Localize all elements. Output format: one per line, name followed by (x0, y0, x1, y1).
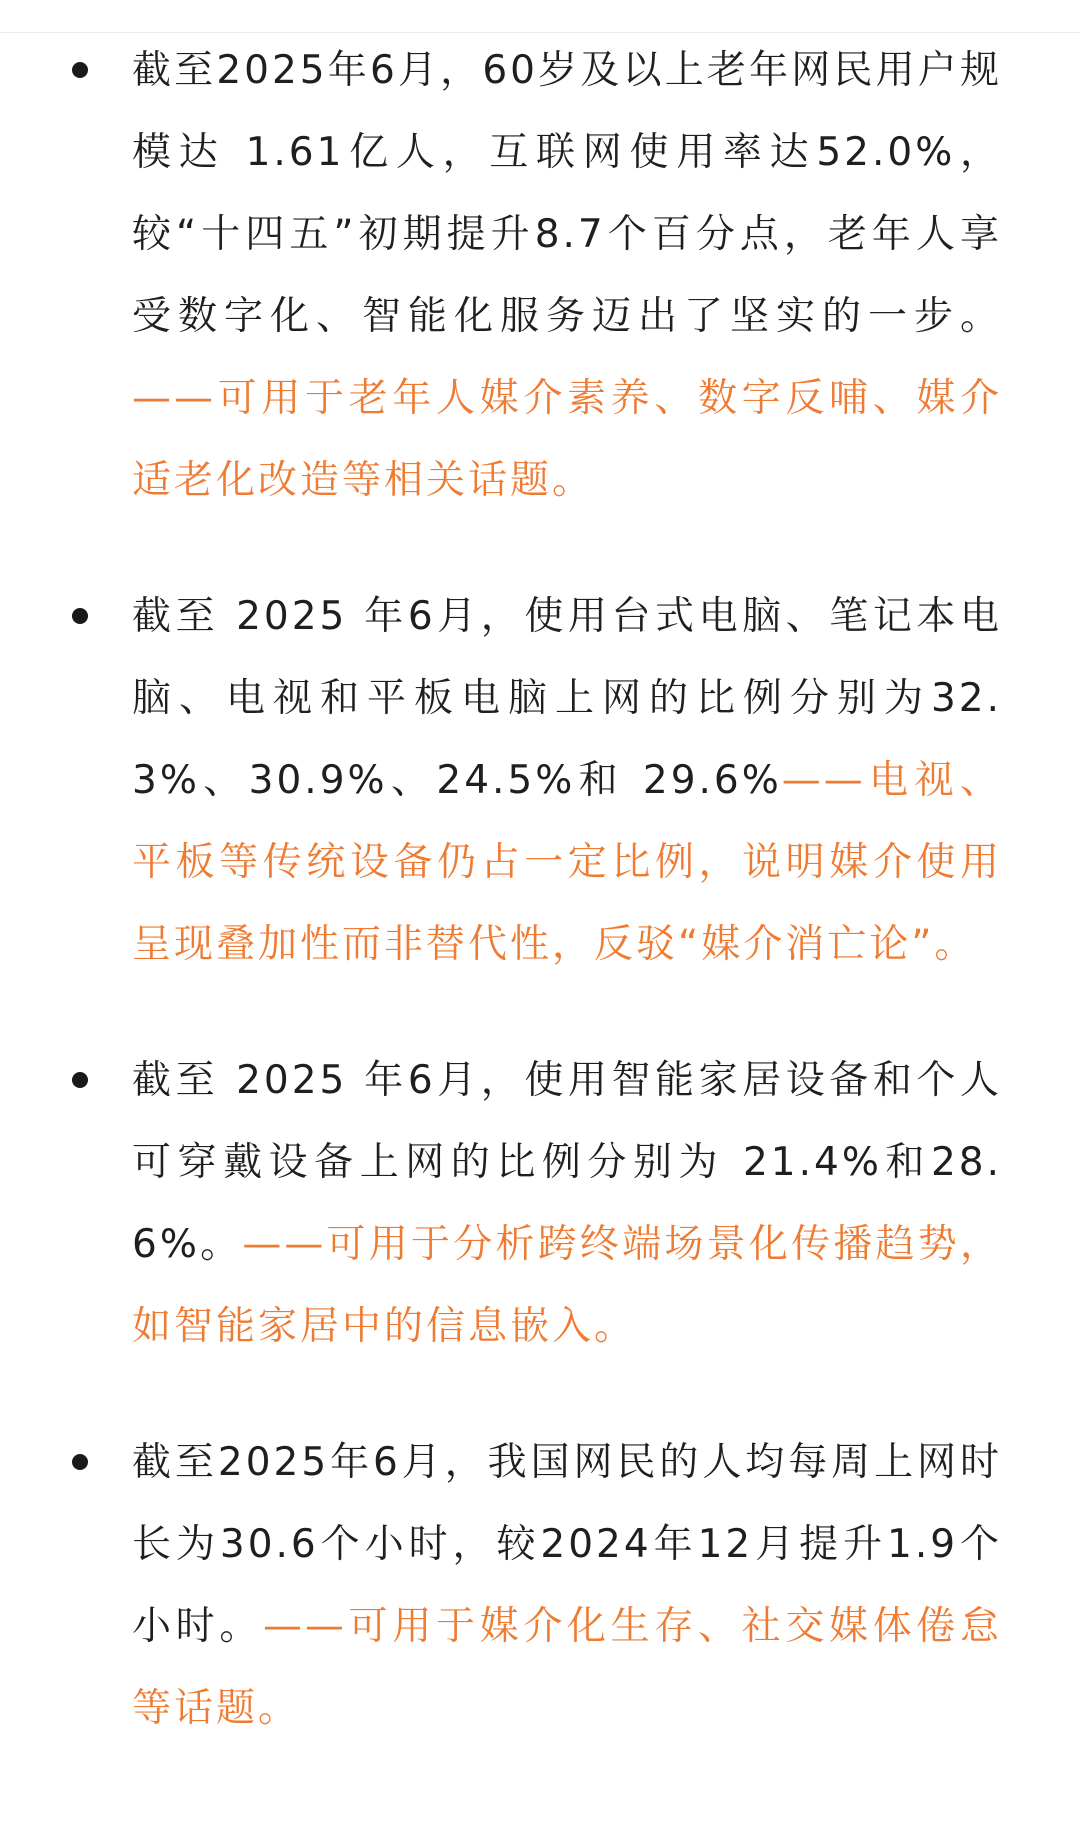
list-item-text (132, 576, 1002, 986)
bullet-dot (72, 1072, 88, 1088)
bullet-dot (72, 1454, 88, 1470)
list-item (0, 1040, 1080, 1368)
list-item (0, 576, 1080, 986)
highlight-note: ——可用于分析跨终端场景化传播趋势，如智能家居中的信息嵌入。 (132, 1222, 1002, 1349)
stat-text: 截至 2025 年6月，使用智能家居设备和个人可穿戴设备上网的比例分别为 21.4%和28.6%。 (132, 1058, 1002, 1267)
list-item-text (132, 30, 1002, 522)
stat-text: 截至2025年6月，60岁及以上老年网民用户规模达 1.61亿人，互联网使用率达52.0%，较“十四五”初期提升8.7个百分点，老年人享受数字化、智能化服务迈出了坚实的一步。 (132, 48, 1002, 339)
list-item-text (132, 1422, 1002, 1750)
list-item-text (132, 1040, 1002, 1368)
bullet-dot (72, 62, 88, 78)
bullet-dot (72, 608, 88, 624)
highlight-note: ——可用于老年人媒介素养、数字反哺、媒介适老化改造等相关话题。 (132, 376, 1002, 503)
stat-text: 截至 2025 年6月，使用台式电脑、笔记本电脑、电视和平板电脑上网的比例分别为32.3%、30.9%、24.5%和 29.6% (132, 594, 1002, 803)
stat-text: 截至2025年6月，我国网民的人均每周上网时长为30.6个小时，较2024年12月提升1.9个小时。 (132, 1440, 1002, 1649)
highlight-note: ——电视、平板等传统设备仍占一定比例，说明媒介使用呈现叠加性而非替代性，反驳“媒介消亡论”。 (132, 758, 1002, 967)
list-item (0, 1422, 1080, 1750)
highlight-note: ——可用于媒介化生存、社交媒体倦怠等话题。 (132, 1604, 1002, 1731)
bullet-list (0, 30, 1080, 1804)
list-item (0, 30, 1080, 522)
